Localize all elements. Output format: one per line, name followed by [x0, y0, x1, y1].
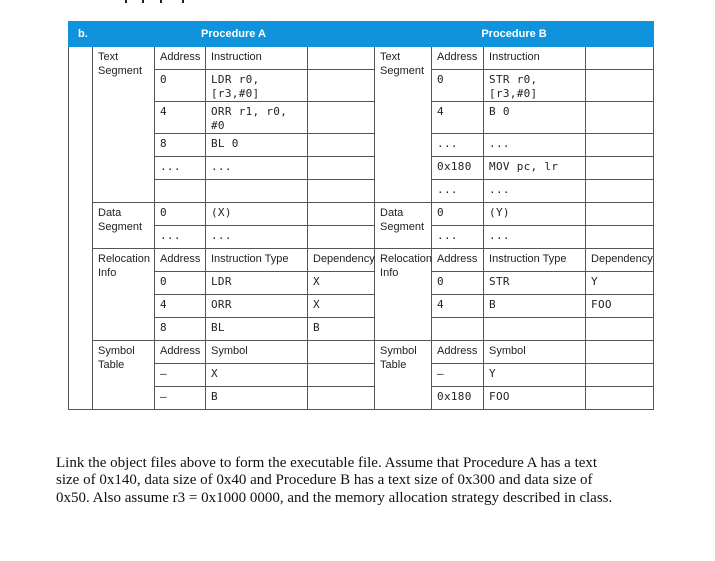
b-text-address-header: Address [432, 47, 484, 70]
left-margin-cell [69, 47, 93, 410]
a-relocation-label: Relocation Info [93, 249, 155, 341]
table-row: – B 0x180 FOO [69, 387, 654, 410]
b-symbol-table-label: Symbol Table [375, 341, 432, 410]
a-symbol-table-label: Symbol Table [93, 341, 155, 410]
a-text-segment-label: Text Segment [93, 47, 155, 203]
table-row [69, 47, 654, 70]
table-row: – X – Y [69, 364, 654, 387]
procedure-a-header: Procedure A [93, 22, 375, 47]
problem-statement: Link the object files above to form the executable file. Assume that Procedure A has a text size of 0x140, data size of 0x40 and Procedure B has a text size of 0x300 and data size of 0x50. Also assume r3 = 0x1000 0000, and the memory allocation strategy described in class. [56, 455, 613, 506]
b-text-segment-label: Text Segment [375, 47, 432, 203]
table-row: Symbol Table Address Symbol Symbol Table Address Symbol [69, 341, 654, 364]
header-row [69, 22, 654, 47]
table-row: 8 BL 0 ... ... [69, 134, 654, 157]
table-row: 4 ORR X 4 B FOO [69, 295, 654, 318]
table-row: 0 LDR X 0 STR Y [69, 272, 654, 295]
table-row: Relocation Info Address Instruction Type Dependency Relocation Info Address Instruction Type Dependency [69, 249, 654, 272]
b-data-segment-label: Data Segment [375, 203, 432, 249]
procedure-b-header: Procedure B [375, 22, 654, 47]
b-text-instruction-header: Instruction [484, 47, 586, 70]
top-crop-marks [120, 0, 200, 4]
table-row: 0 LDR r0, [r3,#0] 0 STR r0, [r3,#0] [69, 70, 654, 102]
object-file-table [68, 21, 654, 410]
a-text-address-header: Address [155, 47, 206, 70]
a-text-instruction-header: Instruction [206, 47, 308, 70]
table-row: Data Segment 0 (X) Data Segment 0 (Y) [69, 203, 654, 226]
a-data-segment-label: Data Segment [93, 203, 155, 249]
part-label: b. [69, 22, 93, 47]
table-row: ... ... 0x180 MOV pc, lr [69, 157, 654, 180]
b-relocation-label: Relocation Info [375, 249, 432, 341]
table-row: ... ... [69, 180, 654, 203]
table-row: ... ... ... ... [69, 226, 654, 249]
table-row: 4 ORR r1, r0, #0 4 B 0 [69, 102, 654, 134]
table-row: 8 BL B [69, 318, 654, 341]
